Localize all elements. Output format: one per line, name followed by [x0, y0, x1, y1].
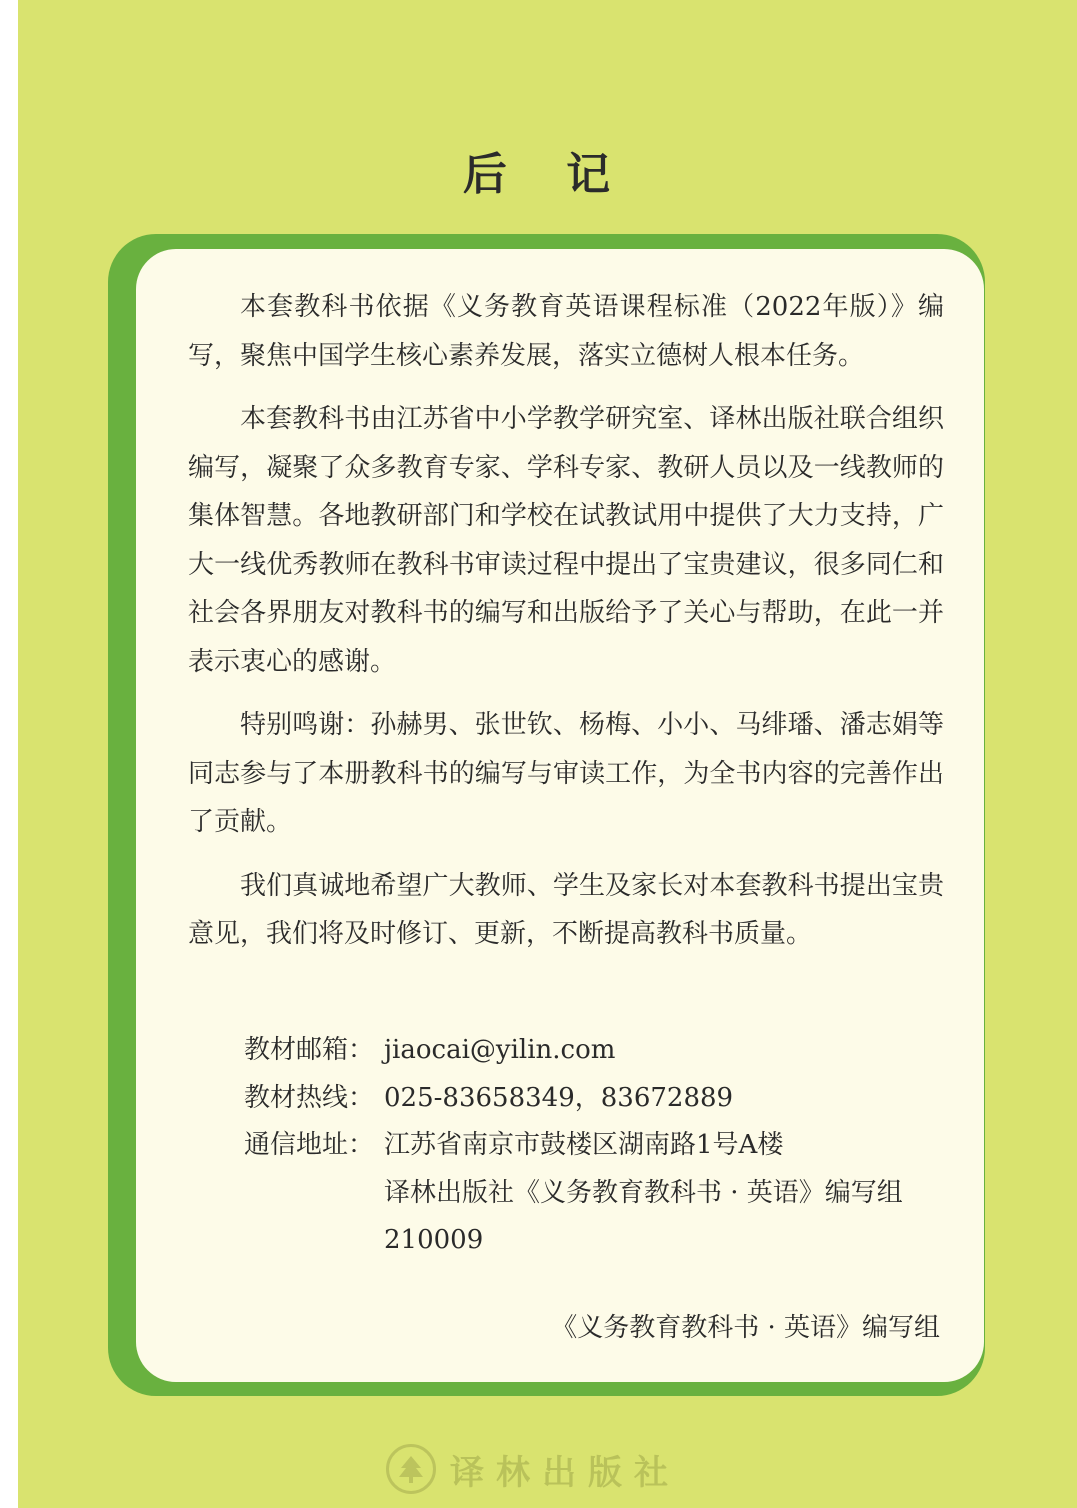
address-label: 通信地址：	[244, 1130, 375, 1160]
signature: 《义务教育教科书 · 英语》编写组	[551, 1313, 940, 1343]
afterword-body	[188, 283, 944, 974]
email-value: jiaocai@yilin.com	[384, 1035, 616, 1065]
address-line-2: 译林出版社《义务教育教科书 · 英语》编写组	[384, 1177, 903, 1208]
contact-email-row	[244, 1027, 903, 1075]
address-line-1: 江苏省南京市鼓楼区湖南路1号A楼	[384, 1130, 784, 1160]
tree-logo-icon	[386, 1444, 436, 1494]
hotline-label: 教材热线：	[244, 1082, 375, 1113]
paragraph-acknowledgement: 特别鸣谢：孙赫男、张世钦、杨梅、小小、马绯璠、潘志娟等同志参与了本册教科书的编写与审读工作，为全书内容的完善作出了贡献。	[188, 710, 944, 837]
contact-postcode-row	[244, 1217, 903, 1265]
contact-hotline-row	[244, 1075, 903, 1123]
page-title: 后 记	[462, 149, 633, 200]
contact-info	[244, 1027, 903, 1265]
page-background	[18, 0, 1077, 1508]
content-card	[136, 249, 984, 1382]
hotline-value: 025-83658349，83672889	[384, 1082, 734, 1113]
publisher-watermark	[386, 1444, 680, 1494]
contact-address-row	[244, 1122, 903, 1170]
publisher-name: 译林出版社	[450, 1452, 680, 1493]
postcode-value: 210009	[384, 1225, 484, 1255]
paragraph-feedback: 我们真诚地希望广大教师、学生及家长对本套教科书提出宝贵意见，我们将及时修订、更新，不断提高教科书质量。	[188, 870, 944, 949]
paragraph-basis: 本套教科书依据《义务教育英语课程标准（2022年版）》编写，聚焦中国学生核心素养发展，落实立德树人根本任务。	[188, 292, 944, 371]
paragraph-compilation: 本套教科书由江苏省中小学教学研究室、译林出版社联合组织编写，凝聚了众多教育专家、学科专家、教研人员以及一线教师的集体智慧。各地教研部门和学校在试教试用中提供了大力支持，广大一线优秀教师在教科书审读过程中提出了宝贵建议，很多同仁和社会各界朋友对教科书的编写和出版给予了关心与帮助，在此一并表示衷心的感谢。	[188, 404, 944, 677]
contact-address-row-2	[244, 1170, 903, 1218]
email-label: 教材邮箱：	[244, 1035, 375, 1065]
